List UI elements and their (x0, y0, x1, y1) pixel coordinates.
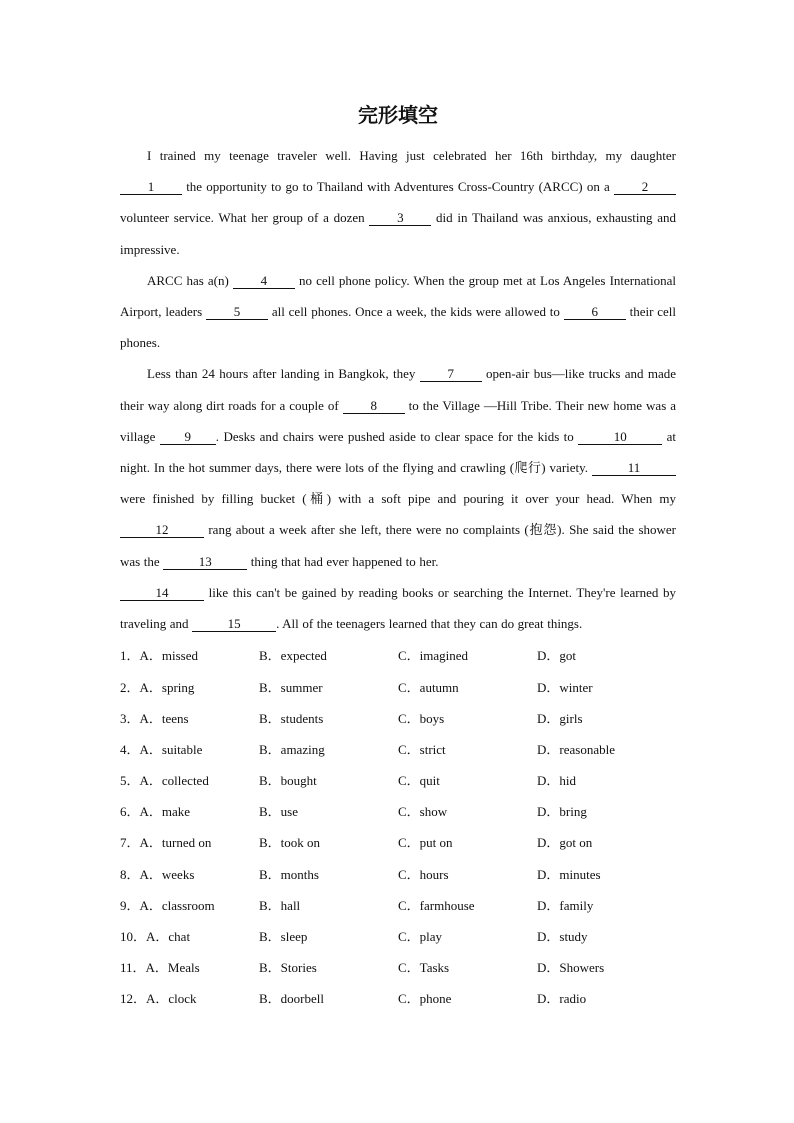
blank-2: 2 (614, 179, 676, 195)
question-row: 11．A．Meals B．Stories C．Tasks D．Showers (120, 960, 605, 976)
paragraph-2: ARCC has a(n) 4 no cell phone policy. When the group met at Los Angeles International Airport, leaders 5 all cell phones. Once a week, the kids were allowed to 6 their cell phones. (120, 272, 676, 351)
blank-6: 6 (564, 304, 626, 320)
blank-11: 11 (592, 460, 676, 476)
question-row: 7．A．turned on B．took on C．put on D．got on (120, 835, 593, 851)
blank-9: 9 (160, 429, 216, 445)
blank-3: 3 (369, 210, 431, 226)
passage (120, 140, 676, 639)
question-row: 3．A．teens B．students C．boys D．girls (120, 710, 583, 726)
document-page (120, 100, 676, 1014)
question-row: 10．A．chat B．sleep C．play D．study (120, 929, 588, 945)
blank-4: 4 (233, 273, 295, 289)
question-row: 12．A．clock B．doorbell C．phone D．radio (120, 991, 587, 1007)
paragraph-3: Less than 24 hours after landing in Bangkok, they 7 open-air bus—like trucks and made their way along dirt roads for a couple of 8 to the Village —Hill Tribe. Their new home was a village 9 . Desks and chairs were pushed aside to clear space for the kids to 10 at night. In the hot summer days, there were lots of the flying and crawling (爬行) variety. 11 were finished by filling bucket (桶) with a soft pipe and pouring it over your head. When my 12 rang about a week after she left, there were no complaints (抱怨). She said the shower was the 13 thing that had ever happened to her. (120, 366, 677, 569)
question-row: 8．A．weeks B．months C．hours D．minutes (120, 866, 601, 882)
paragraph-4: 14 like this can't be gained by reading books or searching the Internet. They're learned by traveling and 15 . All of the teenagers learned that they can do great things. (120, 584, 676, 632)
blank-14: 14 (120, 585, 204, 601)
blank-7: 7 (420, 366, 482, 382)
blank-5: 5 (206, 304, 268, 320)
blank-13: 13 (163, 554, 247, 570)
question-row: 4．A．suitable B．amazing C．strict D．reasonable (120, 741, 615, 757)
blank-10: 10 (578, 429, 662, 445)
blank-8: 8 (343, 398, 405, 414)
page-title: 完形填空 (358, 103, 438, 127)
blank-15: 15 (192, 616, 276, 632)
question-row: 5．A．collected B．bought C．quit D．hid (120, 773, 577, 789)
blank-1: 1 (120, 179, 182, 195)
paragraph-1: I trained my teenage traveler well. Having just celebrated her 16th birthday, my daughter 1 the opportunity to go to Thailand with Adventures Cross-Country (ARCC) on a 2 volunteer service. What her group of a dozen 3 did in Thailand was anxious, exhausting and impressive. (120, 148, 676, 257)
question-row: 9．A．classroom B．hall C．farmhouse D．family (120, 897, 594, 913)
question-row: 2．A．spring B．summer C．autumn D．winter (120, 679, 593, 695)
question-row: 1．A．missed B．expected C．imagined D．got (120, 648, 577, 664)
question-row: 6．A．make B．use C．show D．bring (120, 804, 587, 820)
blank-12: 12 (120, 522, 204, 538)
question-list (120, 639, 676, 1013)
